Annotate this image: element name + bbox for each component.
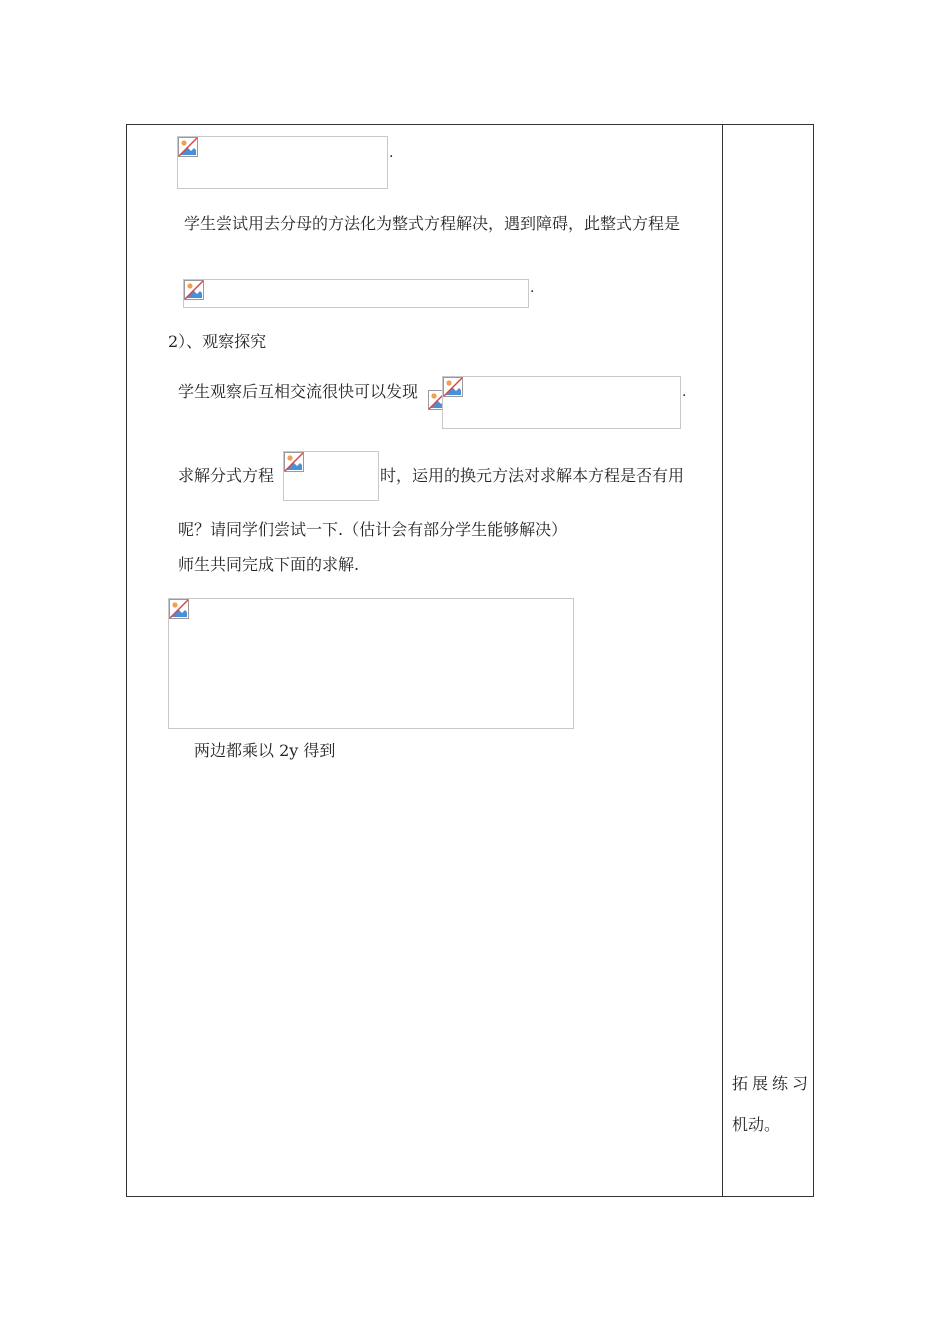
table-column-divider bbox=[722, 124, 723, 1197]
paragraph-3-suffix: 时，运用的换元方法对求解本方程是否有用 bbox=[380, 466, 685, 485]
equation-image-2 bbox=[183, 279, 529, 308]
paragraph-3-prefix: 求解分式方程 bbox=[178, 466, 275, 485]
paragraph-1: 学生尝试用去分母的方法化为整式方程解决，遇到障碍，此整式方程是 bbox=[184, 214, 681, 233]
period-mark: . bbox=[530, 280, 535, 296]
paragraph-4: 呢？请同学们尝试一下.（估计会有部分学生能够解决） bbox=[178, 520, 568, 539]
side-note-1: 拓展练习 bbox=[732, 1074, 813, 1093]
broken-image-icon bbox=[184, 280, 204, 300]
broken-image-icon bbox=[443, 377, 463, 397]
equation-image-3 bbox=[442, 376, 681, 429]
paragraph-2: 学生观察后互相交流很快可以发现 bbox=[178, 382, 419, 401]
period-mark: . bbox=[682, 384, 687, 400]
paragraph-5: 师生共同完成下面的求解. bbox=[178, 555, 360, 574]
broken-image-icon bbox=[178, 137, 198, 157]
equation-image-1 bbox=[177, 136, 388, 189]
equation-image-5 bbox=[168, 598, 574, 729]
paragraph-6: 两边都乘以 2y 得到 bbox=[194, 741, 336, 760]
section-heading: 2）、观察探究 bbox=[168, 332, 267, 351]
period-mark: . bbox=[389, 145, 394, 161]
broken-image-icon bbox=[284, 452, 304, 472]
broken-image-icon bbox=[169, 599, 189, 619]
equation-image-4 bbox=[283, 451, 379, 501]
side-note-2: 机动。 bbox=[732, 1115, 781, 1134]
